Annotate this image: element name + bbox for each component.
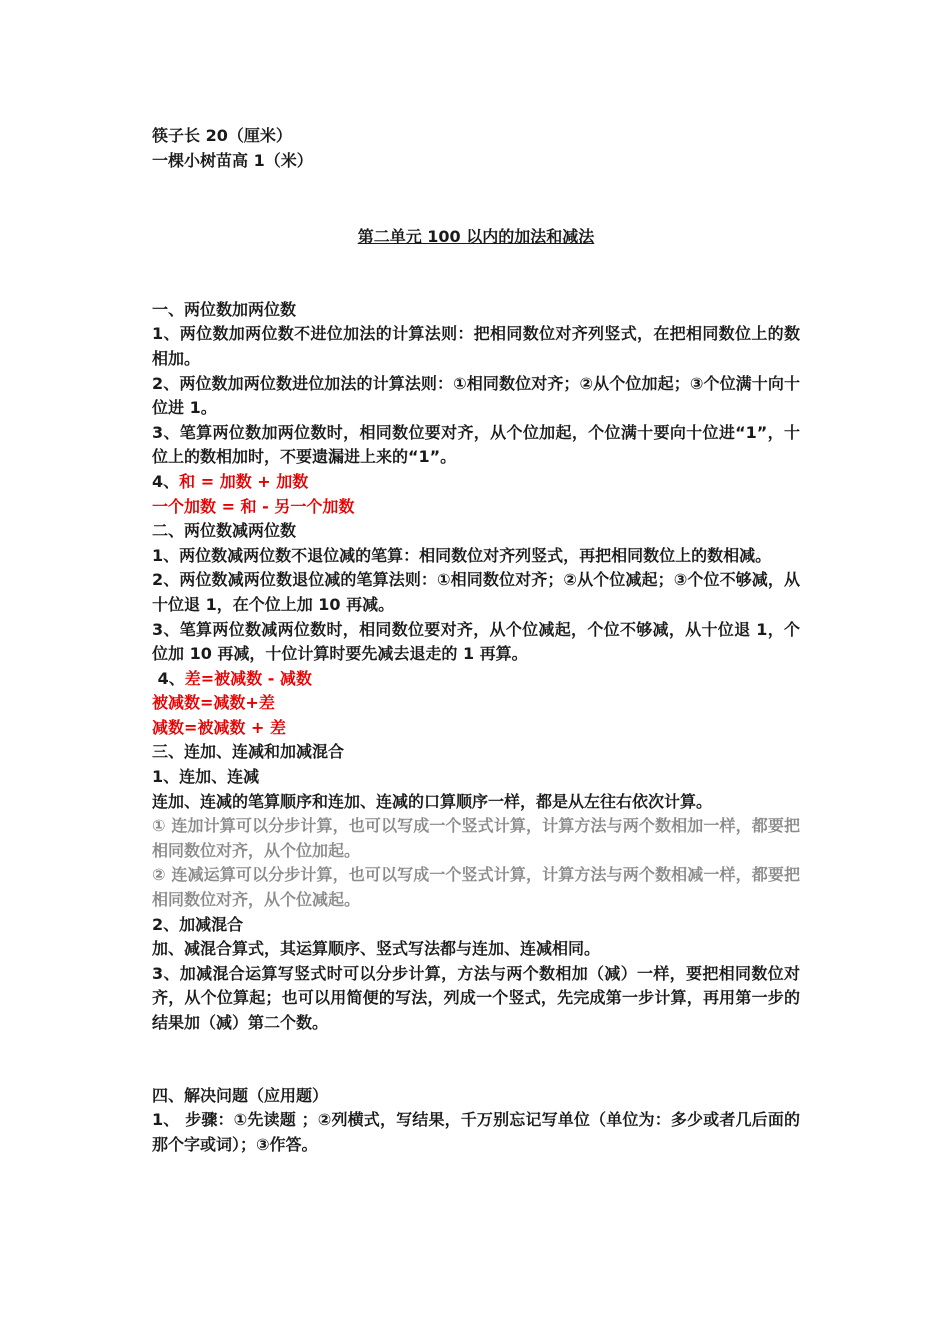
- section1-formula-1: [152, 470, 800, 495]
- section1-formula-2: 一个加数 = 和 - 另一个加数: [152, 496, 355, 516]
- section4-heading: 四、解决问题（应用题）: [152, 1085, 329, 1105]
- section2-formula-1: [152, 667, 800, 692]
- section3-paragraph-2: 加、减混合算式，其运算顺序、竖式写法都与连加、连减相同。: [152, 939, 601, 959]
- formula-number: 4、: [152, 471, 180, 491]
- unit-title: 第二单元 100 以内的加法和减法: [357, 227, 595, 247]
- section1-paragraph-1: 1、两位数加两位数不进位加法的计算法则：把相同数位对齐列竖式，在把相同数位上的数相加。: [152, 324, 800, 368]
- section2-paragraph-1: 1、两位数减两位数不退位减的笔算：相同数位对齐列竖式，再把相同数位上的数相减。: [152, 545, 772, 565]
- sapling-line: 一棵小树苗高 1（米）: [152, 150, 313, 170]
- sum-formula: 和 = 加数 + 加数: [179, 471, 309, 491]
- section3-subheading-2: 2、加减混合: [152, 914, 244, 934]
- section3-subheading-1: 1、连加、连减: [152, 767, 260, 787]
- section3-paragraph-3: 3、加减混合运算写竖式时可以分步计算，方法与两个数相加（减）一样，要把相同数位对齐，从个位算起；也可以用简便的写法，列成一个竖式，先完成第一步计算，再用第一步的结果加（减）第二个数。: [152, 963, 800, 1032]
- section1-paragraph-2: 2、两位数加两位数进位加法的计算法则：①相同数位对齐；②从个位加起；③个位满十向十位进 1。: [152, 373, 800, 418]
- section3-paragraph-1: 连加、连减的笔算顺序和连加、连减的口算顺序一样，都是从左往右依次计算。: [152, 791, 713, 811]
- section1-heading: 一、两位数加两位数: [152, 299, 297, 319]
- formula-number: 4、: [152, 668, 185, 688]
- difference-formula: 差=被减数 - 减数: [184, 668, 312, 688]
- document-page: [152, 124, 800, 1157]
- section2-formula-3: 减数=被减数 + 差: [152, 717, 286, 737]
- section2-paragraph-3: 3、笔算两位数减两位数时，相同数位要对齐，从个位减起，个位不够减，从十位退 1，个位加 10 再减，十位计算时要先减去退走的 1 再算。: [152, 619, 800, 664]
- section1-paragraph-3: 3、笔算两位数加两位数时，相同数位要对齐，从个位加起，个位满十要向十位进“1”，十位上的数相加时，不要遗漏进上来的“1”。: [152, 422, 800, 467]
- section3-note-1: ① 连加计算可以分步计算，也可以写成一个竖式计算，计算方法与两个数相加一样，都要把相同数位对齐，从个位加起。: [152, 816, 800, 860]
- section2-paragraph-2: 2、两位数减两位数退位减的笔算法则：①相同数位对齐；②从个位减起；③个位不够减，从十位退 1，在个位上加 10 再减。: [152, 570, 800, 614]
- section3-heading: 三、连加、连减和加减混合: [152, 742, 345, 762]
- section3-note-2: ② 连减运算可以分步计算，也可以写成一个竖式计算，计算方法与两个数相减一样，都要把相同数位对齐，从个位减起。: [152, 865, 800, 910]
- section2-heading: 二、两位数减两位数: [152, 521, 297, 541]
- section4-paragraph-1: 1、 步骤：①先读题 ；②列横式，写结果，千万别忘记写单位（单位为：多少或者几后面的那个字或词）；③作答。: [152, 1110, 800, 1154]
- chopstick-line: 筷子长 20（厘米）: [152, 126, 292, 145]
- section2-formula-2: 被减数=减数+差: [152, 693, 275, 713]
